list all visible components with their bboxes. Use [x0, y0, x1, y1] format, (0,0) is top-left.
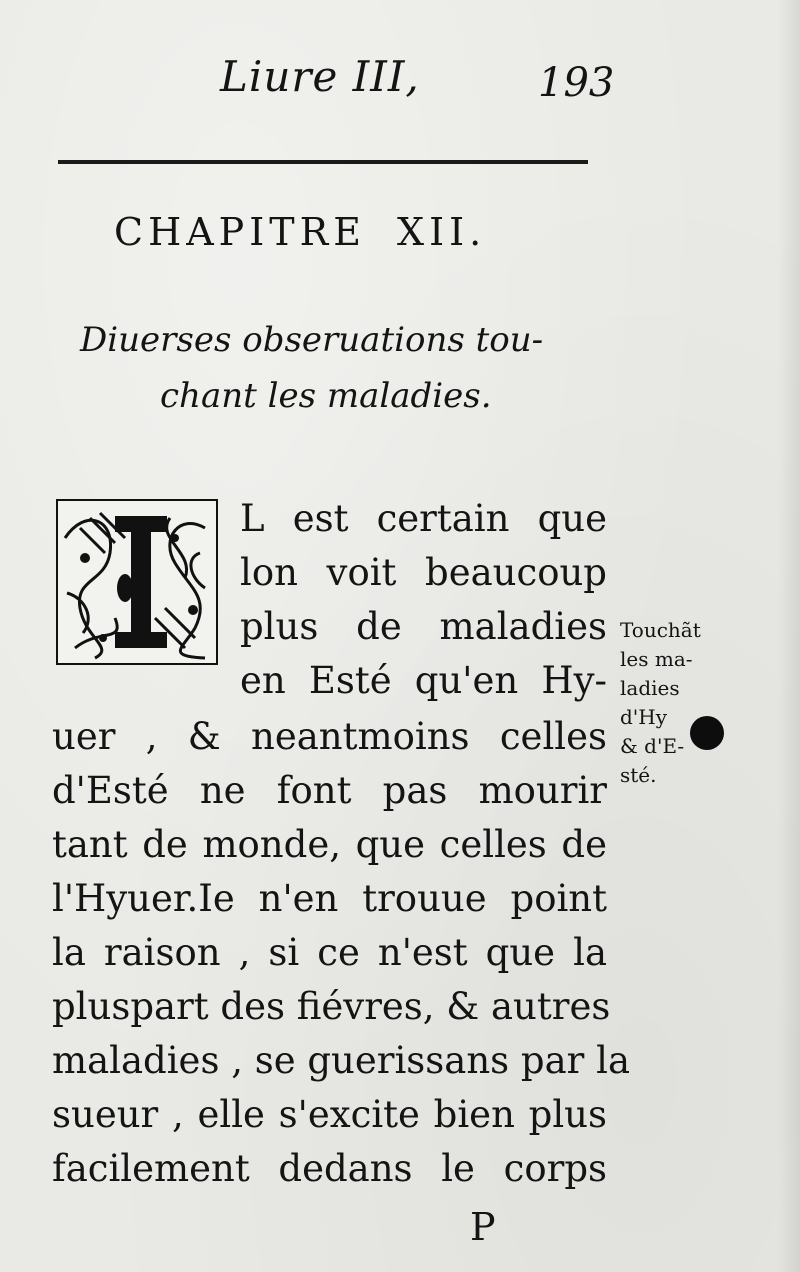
body-line-6: d'Esté ne font pas mourir [52, 769, 607, 812]
catchword: P [470, 1205, 496, 1249]
ink-blot [690, 716, 724, 750]
body-line-9: la raison , si ce n'est que la [52, 931, 607, 974]
body-line-10: pluspart des fiévres, & autres [52, 985, 611, 1028]
margin-note-line: Touchãt [620, 618, 701, 642]
chapter-title-line-1: Diuerses obseruations tou- [80, 320, 544, 360]
body-line-11: maladies , se guerissans par la [52, 1039, 630, 1082]
chapter-heading: CHAPITRE XII. [114, 210, 487, 254]
running-title: Liure III, [220, 52, 420, 101]
body-line-12: sueur , elle s'excite bien plus [52, 1093, 607, 1136]
header-rule [58, 160, 588, 164]
body-line-8: l'Hyuer.Ie n'en trouue point [52, 877, 607, 920]
chapter-title-line-2: chant les maladies. [160, 376, 492, 416]
marginal-note [620, 616, 790, 790]
body-line-7: tant de monde, que celles de [52, 823, 607, 866]
body-line-1: L est certain que [240, 497, 607, 540]
margin-note-line: ladies [620, 676, 680, 700]
decorated-initial-woodcut [55, 498, 219, 666]
body-line-2: lon voit beaucoup [240, 551, 607, 594]
margin-note-line: & d'E- [620, 734, 685, 758]
margin-note-line: sté. [620, 763, 657, 787]
chapter-title [80, 312, 600, 424]
body-line-13: facilement dedans le corps [52, 1147, 607, 1190]
margin-note-line: d'Hy [620, 705, 668, 729]
body-line-3: plus de maladies [240, 605, 607, 648]
body-line-4: en Esté qu'en Hy- [240, 659, 607, 702]
page-number: 193 [538, 60, 615, 106]
body-line-5: uer , & neantmoins celles [52, 715, 607, 758]
margin-note-line: les ma- [620, 647, 693, 671]
